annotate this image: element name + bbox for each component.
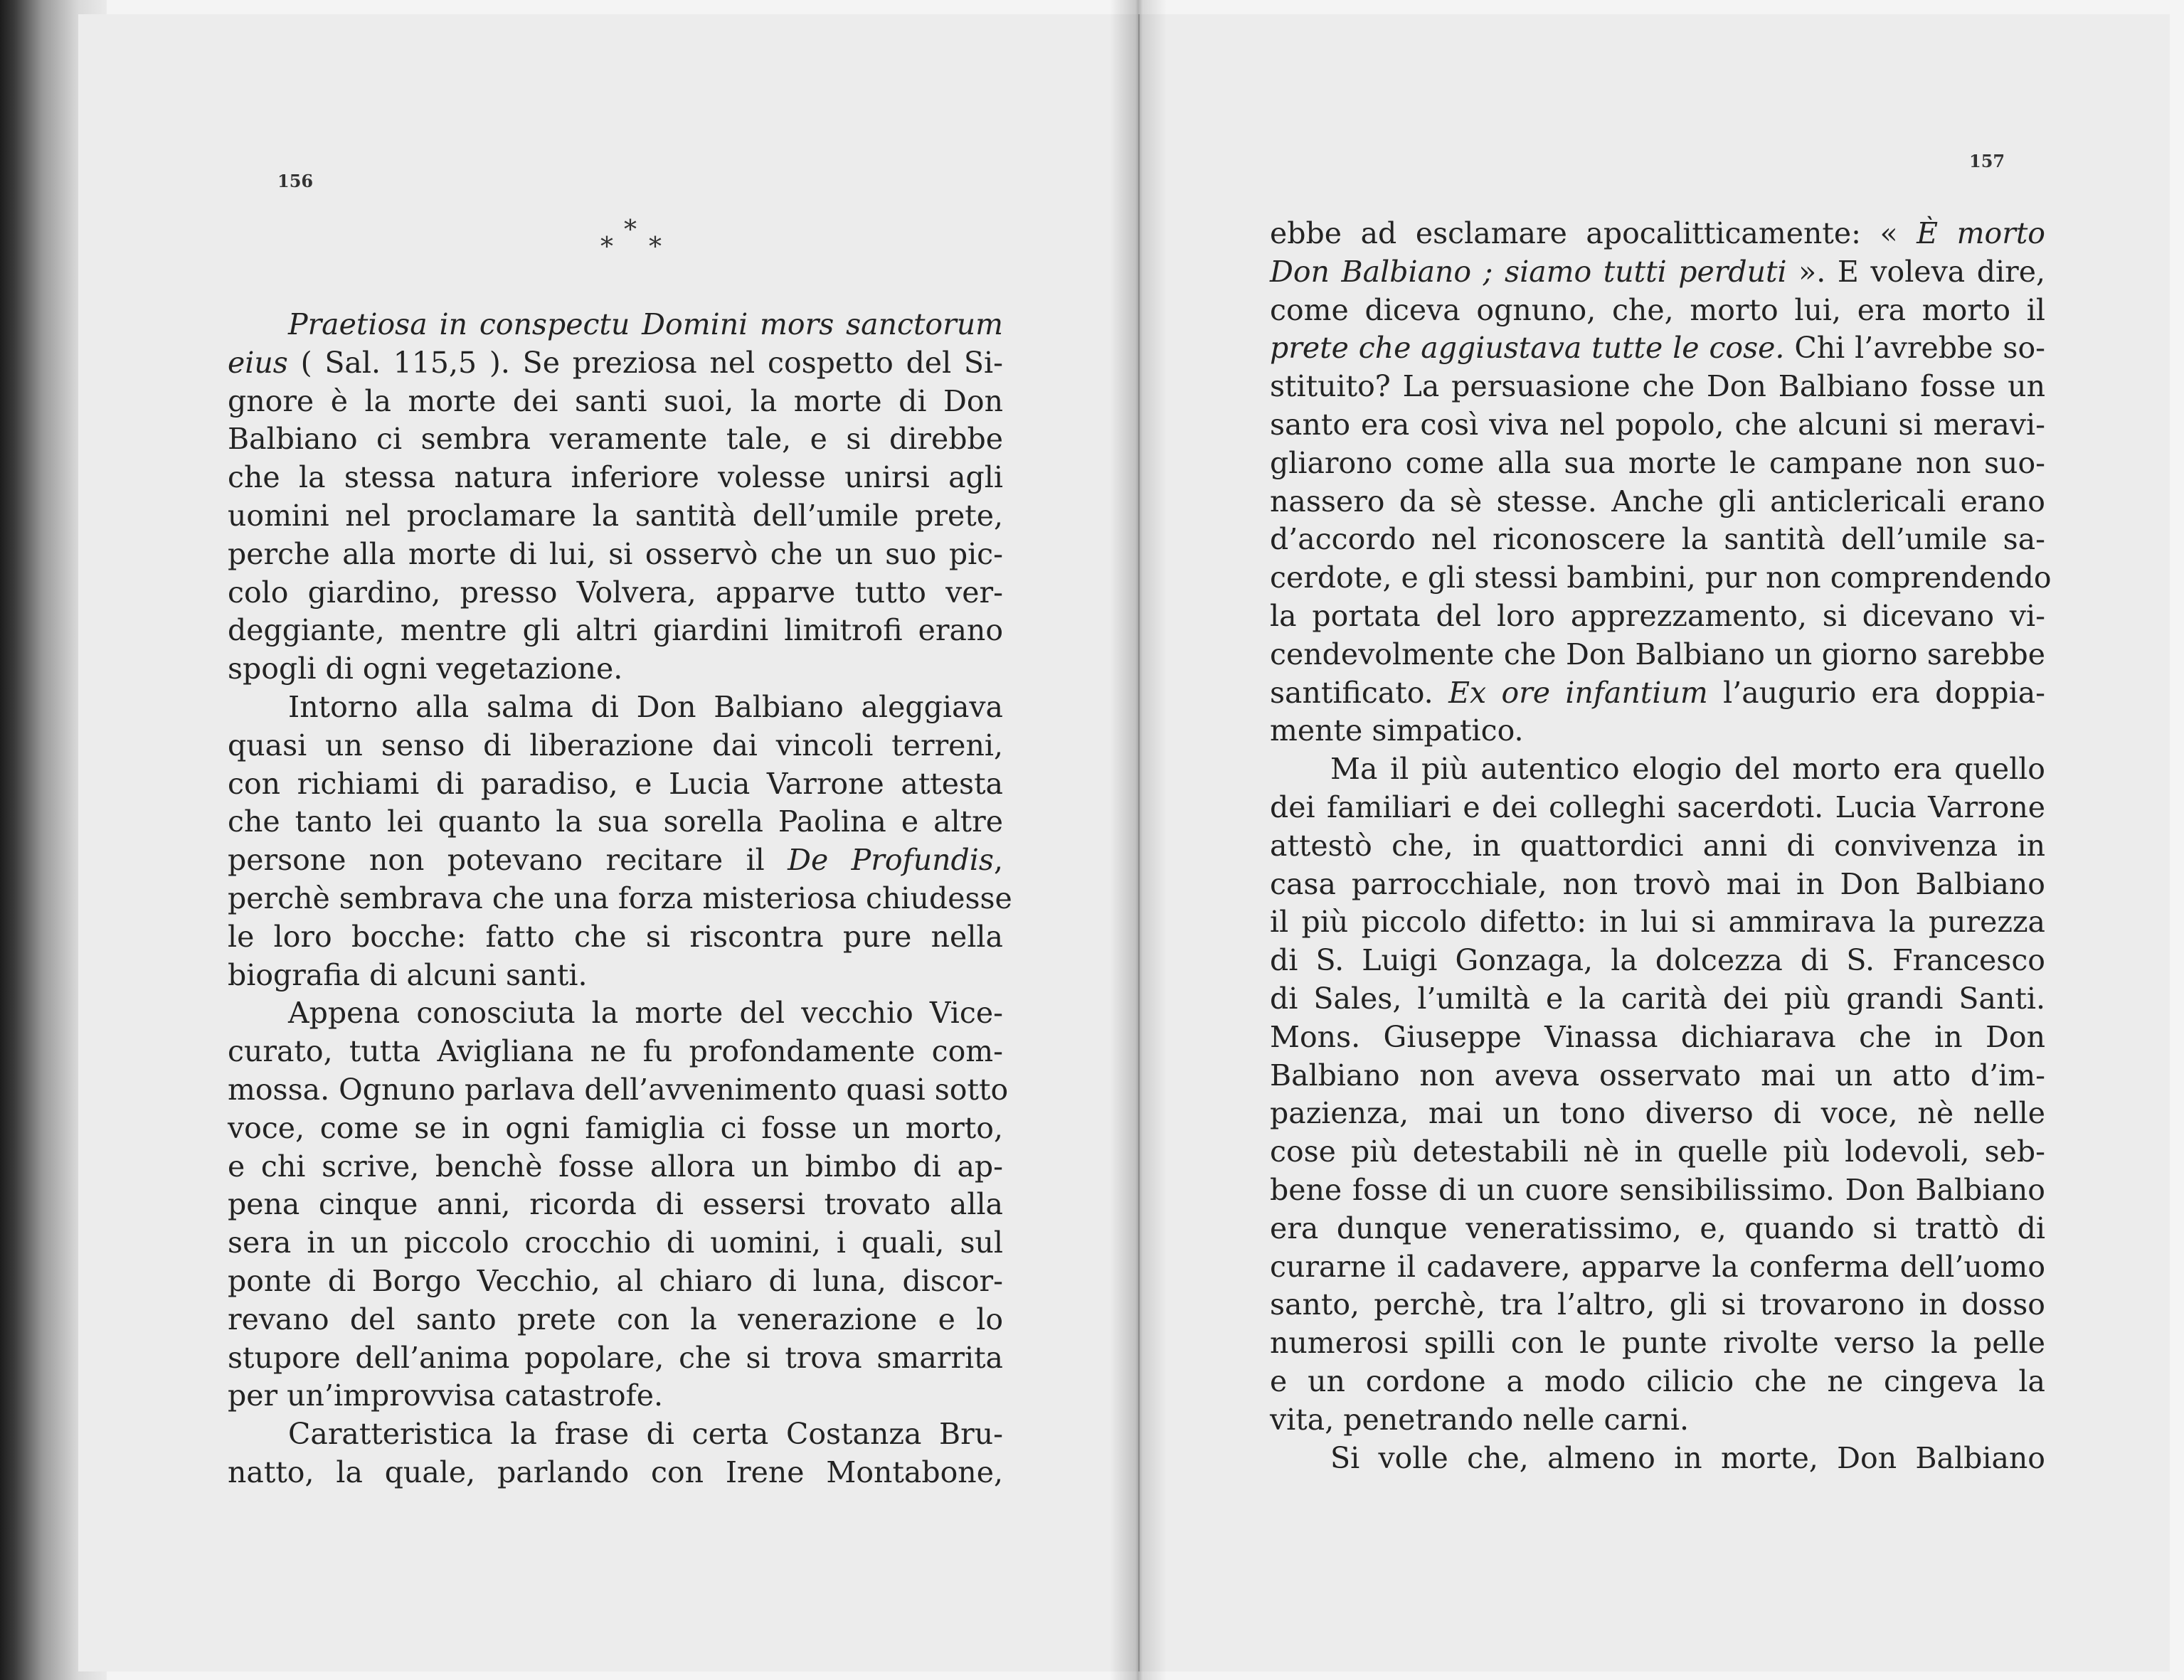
text-run: sera in un piccolo crocchio di uomini, i quali, sul — [228, 1226, 1003, 1260]
text-run: di Sales, l’umiltà e la carità dei più grandi Santi. — [1270, 981, 2045, 1016]
text-run: cerdote, e gli stessi bambini, pur non comprendendo — [1270, 560, 2052, 595]
text-run: l’augurio era doppia- — [1707, 675, 2045, 710]
text-line — [1270, 1171, 2045, 1210]
text-line — [228, 841, 1003, 880]
text-run: numerosi spilli con le punte rivolte verso la pelle — [1270, 1326, 2045, 1361]
text-line — [1270, 559, 2052, 597]
text-line — [1270, 1133, 2045, 1171]
text-line — [1270, 1440, 2045, 1478]
italic-run: De Profundis — [788, 843, 994, 878]
text-line — [228, 1339, 1003, 1378]
text-line — [228, 1186, 1003, 1224]
text-run: Caratteristica la frase di certa Costanza Bru- — [288, 1417, 1003, 1452]
asterisk-right: * — [649, 233, 662, 262]
text-line — [228, 383, 1003, 421]
text-run: , — [993, 843, 1003, 878]
italic-run: Ex ore infantium — [1448, 675, 1708, 710]
text-run: bene fosse di un cuore sensibilissimo. Don Balbiano — [1270, 1172, 2045, 1207]
text-line — [1270, 483, 2045, 521]
text-run: quasi un senso di liberazione dai vincoli terreni, — [228, 728, 1003, 762]
text-line — [228, 994, 1003, 1033]
text-line — [228, 1071, 1009, 1110]
text-run: stituito? La persuasione che Don Balbiano fosse un — [1270, 369, 2045, 404]
text-run: santo era così viva nel popolo, che alcuni si meravi- — [1270, 407, 2045, 442]
text-run: le loro bocche: fatto che si riscontra pure nella — [228, 919, 1003, 954]
italic-run: Praetiosa in conspectu Domini mors sanctorum — [288, 307, 1003, 341]
text-line — [228, 306, 1003, 344]
text-run: attestò che, in quattordici anni di convivenza in — [1270, 828, 2045, 863]
text-line — [1270, 445, 2045, 483]
text-line — [1270, 1324, 2045, 1363]
text-line — [228, 420, 1003, 459]
text-line — [1270, 827, 2045, 866]
text-run: persone non potevano recitare il — [228, 843, 788, 878]
text-line — [1270, 942, 2045, 980]
text-run: mente simpatico. — [1270, 713, 1524, 748]
text-line — [1270, 1248, 2045, 1287]
text-line — [1270, 1019, 2045, 1057]
italic-run: prete che aggiustava tutte le cose. — [1270, 331, 1785, 366]
text-run: natto, la quale, parlando con Irene Montabone, — [228, 1455, 1003, 1489]
text-run: Balbiano non aveva osservato mai un atto d’im- — [1270, 1058, 2045, 1092]
text-run: ( Sal. 115,5 ). Se preziosa nel cospetto del Si- — [287, 345, 1003, 380]
text-run: Chi l’avrebbe so- — [1784, 331, 2046, 366]
italic-run: È morto — [1917, 216, 2045, 250]
text-run: era dunque veneratissimo, e, quando si trattò di — [1270, 1211, 2045, 1245]
text-run: mossa. Ognuno parlava dell’avvenimento quasi sotto — [228, 1072, 1009, 1107]
text-run: vita, penetrando nelle carni. — [1270, 1402, 1690, 1437]
text-line — [228, 650, 1003, 689]
text-line — [1270, 866, 2045, 904]
text-run: con richiami di paradiso, e Lucia Varrone attesta — [228, 766, 1003, 801]
section-break-asterisks — [590, 218, 676, 267]
text-line — [1270, 253, 2045, 292]
text-line — [1270, 1363, 2045, 1401]
text-run: biografia di alcuni santi. — [228, 957, 588, 992]
text-run: Balbiano ci sembra veramente tale, e si direbbe — [228, 422, 1003, 457]
text-run: Intorno alla salma di Don Balbiano aleggiava — [288, 689, 1003, 724]
text-line — [228, 957, 1003, 995]
text-line — [1270, 789, 2045, 827]
text-run: santo, perchè, tra l’altro, gli si trovarono in dosso — [1270, 1287, 2045, 1322]
text-run: Appena conosciuta la morte del vecchio Vice- — [288, 996, 1003, 1031]
text-line — [228, 1110, 1003, 1148]
text-line — [1270, 1057, 2045, 1095]
text-run: curato, tutta Avigliana ne fu profondamente com- — [228, 1034, 1003, 1069]
text-run: deggiante, mentre gli altri giardini limitrofi erano — [228, 613, 1003, 648]
text-run: cendevolmente che Don Balbiano un giorno sarebbe — [1270, 637, 2045, 671]
asterisk-left: * — [600, 233, 613, 262]
text-line — [1270, 1401, 2045, 1440]
text-run: ebbe ad esclamare apocalitticamente: « — [1270, 216, 1917, 250]
right-page-text — [1270, 215, 2052, 1477]
text-line — [228, 689, 1003, 727]
page-number-right: 157 — [1969, 151, 2005, 171]
text-run: gnore è la morte dei santi suoi, la morte di Don — [228, 383, 1003, 418]
text-line — [228, 803, 1003, 841]
book-gutter — [1110, 0, 1167, 1680]
text-line — [228, 1377, 1003, 1415]
text-line — [1270, 1210, 2045, 1248]
text-line — [1270, 674, 2045, 713]
text-run: la portata del loro apprezzamento, si dicevano vi- — [1270, 598, 2045, 633]
text-line — [228, 765, 1003, 804]
text-run: di S. Luigi Gonzaga, la dolcezza di S. Francesco — [1270, 943, 2045, 978]
text-run: colo giardino, presso Volvera, apparve tutto ver- — [228, 575, 1003, 610]
text-run: ponte di Borgo Vecchio, al chiaro di luna, discor- — [228, 1263, 1003, 1298]
text-run: e un cordone a modo cilicio che ne cingeva la — [1270, 1363, 2045, 1398]
text-line — [228, 574, 1003, 612]
text-line — [1270, 980, 2045, 1019]
text-run: cose più detestabili nè in quelle più lodevoli, seb- — [1270, 1134, 2045, 1169]
text-run: il più piccolo difetto: in lui si ammirava la purezza — [1270, 905, 2045, 940]
text-line — [1270, 406, 2045, 445]
text-run: stupore dell’anima popolare, che si trova smarrita — [228, 1340, 1003, 1375]
text-line — [228, 1262, 1003, 1301]
text-run: gliarono come alla sua morte le campane non suo- — [1270, 445, 2045, 480]
text-line — [228, 536, 1003, 574]
text-run: perche alla morte di lui, si osservò che un suo pic- — [228, 536, 1003, 571]
text-line — [228, 1301, 1003, 1339]
text-run: perchè sembrava che una forza misteriosa chiudesse — [228, 881, 1012, 915]
text-run: d’accordo nel riconoscere la santità dell’umile sa- — [1270, 522, 2045, 557]
text-run: Mons. Giuseppe Vinassa dichiarava che in Don — [1270, 1019, 2045, 1054]
text-run: santificato. — [1270, 675, 1449, 710]
text-run: Ma il più autentico elogio del morto era quello — [1330, 752, 2045, 787]
text-run: che la stessa natura inferiore volesse unirsi agli — [228, 460, 1003, 495]
text-line — [1270, 750, 2045, 789]
text-run: spogli di ogni vegetazione. — [228, 652, 623, 686]
text-line — [1270, 636, 2045, 674]
text-run: casa parrocchiale, non trovò mai in Don Balbiano — [1270, 866, 2045, 901]
text-line — [228, 612, 1003, 650]
text-line — [228, 1454, 1003, 1492]
text-line — [1270, 712, 2045, 750]
text-line — [228, 1224, 1003, 1262]
text-run: Si volle che, almeno in morte, Don Balbiano — [1330, 1440, 2045, 1475]
page-number-left: 156 — [277, 171, 314, 191]
asterisk-top: * — [624, 216, 637, 245]
text-line — [1270, 329, 2045, 368]
left-page-text — [228, 306, 1012, 1492]
text-line — [228, 918, 1003, 957]
text-line — [228, 1033, 1003, 1071]
text-run: nassero da sè stesse. Anche gli anticlericali erano — [1270, 484, 2045, 519]
text-line — [1270, 1286, 2045, 1324]
text-run: uomini nel proclamare la santità dell’umile prete, — [228, 498, 1003, 533]
text-line — [1270, 292, 2045, 330]
text-run: come diceva ognuno, che, morto lui, era morto il — [1270, 292, 2045, 327]
text-line — [1270, 1095, 2045, 1133]
text-line — [1270, 215, 2045, 253]
text-line — [1270, 521, 2045, 559]
text-line — [1270, 368, 2045, 406]
text-line — [228, 880, 1012, 918]
text-run: pazienza, mai un tono diverso di voce, nè nelle — [1270, 1096, 2045, 1131]
text-run: ». E voleva dire, — [1786, 254, 2045, 289]
text-run: per un’improvvisa catastrofe. — [228, 1378, 664, 1413]
italic-run: eius — [228, 345, 288, 380]
text-run: che tanto lei quanto la sua sorella Paolina e altre — [228, 804, 1003, 839]
text-line — [1270, 903, 2045, 942]
text-run: voce, come se in ogni famiglia ci fosse un morto, — [228, 1110, 1003, 1145]
text-line — [228, 1415, 1003, 1454]
text-line — [228, 727, 1003, 765]
text-run: e chi scrive, benchè fosse allora un bimbo di ap- — [228, 1149, 1003, 1184]
text-line — [228, 344, 1003, 383]
text-line — [228, 497, 1003, 536]
italic-run: Don Balbiano ; siamo tutti perduti — [1270, 254, 1787, 289]
text-line — [228, 1148, 1003, 1186]
text-run: pena cinque anni, ricorda di essersi trovato alla — [228, 1187, 1003, 1222]
text-run: curarne il cadavere, apparve la conferma dell’uomo — [1270, 1249, 2045, 1284]
text-run: dei familiari e dei colleghi sacerdoti. Lucia Varrone — [1270, 790, 2045, 824]
text-run: revano del santo prete con la venerazione e lo — [228, 1302, 1003, 1336]
text-line — [228, 459, 1003, 497]
text-line — [1270, 597, 2045, 636]
